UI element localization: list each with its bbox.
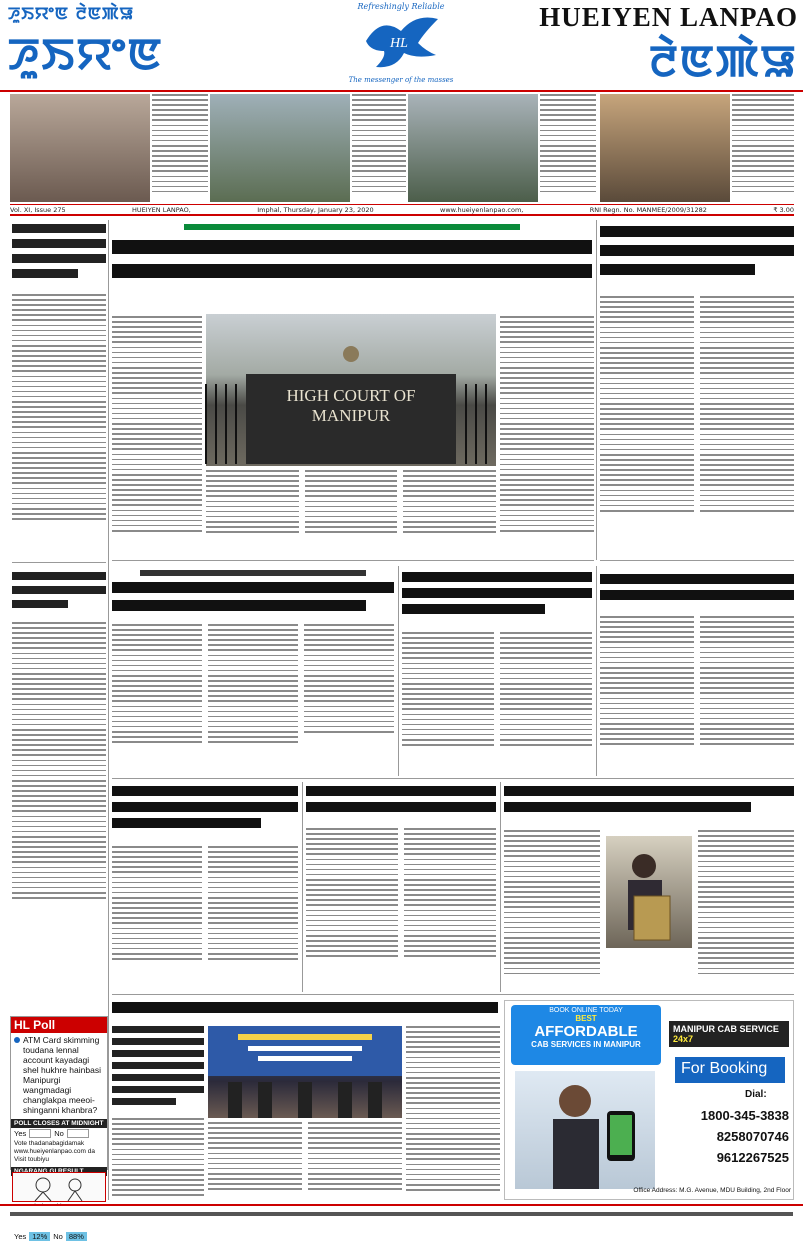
logo-tagline: Refreshingly Reliable [357, 2, 445, 11]
person-with-certificate-icon [606, 836, 692, 948]
cab-service-ad[interactable] [504, 1000, 794, 1200]
left-story-1-headline [12, 224, 106, 284]
masthead-logo [342, 2, 460, 88]
dove-icon [356, 11, 446, 73]
rni-number: RNI Regn. No. MANMEE/2009/31282 [589, 206, 707, 214]
ad-dial: Dial: [745, 1089, 767, 1100]
row3-story-2-body [306, 828, 496, 986]
left-story-2-body [12, 622, 106, 1002]
masthead-left [8, 2, 338, 92]
row3-divider-1 [302, 782, 303, 992]
masthead [0, 0, 803, 92]
ad-cab-services: CAB SERVICES IN MANIPUR [531, 1040, 641, 1049]
row3-story-3-headline [504, 786, 794, 818]
result-yes-label: Yes [14, 1232, 27, 1241]
award-photo [606, 836, 692, 948]
poll-results [11, 1231, 107, 1242]
result-yes-value: 12% [29, 1232, 50, 1241]
high-court-sign: HIGH COURT OF MANIPUR [286, 386, 416, 425]
poll-yes-label: Yes [14, 1129, 27, 1138]
strip-caption-4 [732, 94, 794, 202]
right-story-headline [600, 226, 794, 283]
ad-phone-1[interactable]: 1800-345-3838 [700, 1108, 789, 1123]
strip-caption-3 [540, 94, 596, 202]
row4-body-b [208, 1122, 402, 1200]
row4-sidehead [112, 1026, 204, 1110]
strip-photo-4 [600, 94, 730, 202]
divider-row3 [112, 994, 794, 995]
ad-phone-3[interactable]: 9612267525 [716, 1150, 789, 1165]
row2-story-1-headline [112, 570, 394, 618]
logo-subtagline: The messenger of the masses [348, 76, 454, 84]
row3-divider-2 [500, 782, 501, 992]
strip-photo-2 [210, 94, 350, 202]
divider-lead [112, 560, 594, 561]
poll-question: ATM Card skimming toudana lennal account kayadagi shel hukhre hainbasi Manipurgi wangmadagi changlakpa meeoi-shinganni khanbra? [11, 1033, 107, 1117]
cartoon-figure-icon [13, 1173, 105, 1201]
website[interactable]: www.hueiyenlanpao.com, [440, 206, 524, 214]
row2-divider-2 [596, 566, 597, 776]
ad-person-photo [515, 1071, 655, 1189]
lead-body-col4 [500, 316, 594, 552]
poll-options [11, 1128, 107, 1139]
row2-story-1-body [112, 624, 394, 770]
cartoon-box [12, 1172, 106, 1202]
poll-no-label: No [54, 1129, 64, 1138]
row2-story-3-headline [600, 574, 794, 606]
column-divider-right-top [596, 220, 597, 560]
lead-headline [112, 240, 592, 288]
poll-vote-text[interactable]: Vote thadanabagidamak www.hueiyenlanpao.com da Visit toubiyu [14, 1140, 95, 1163]
ad-phones[interactable] [665, 1105, 789, 1168]
ad-book-online: BOOK ONLINE TODAY [549, 1007, 623, 1014]
price: ₹ 3.00 [773, 206, 794, 214]
row3-story-1-body [112, 846, 298, 986]
stage-banner-icon [208, 1026, 402, 1118]
strip-photo-1 [10, 94, 150, 202]
issue-volume: Vol. XI, Issue 275 [10, 206, 66, 214]
ad-phone-2[interactable]: 8258070746 [716, 1129, 789, 1144]
publisher: HUEIYEN LANPAO, [132, 206, 191, 214]
strip-caption-2 [352, 94, 406, 202]
event-photo [208, 1026, 402, 1118]
column-divider-left [108, 220, 109, 1200]
masthead-native-small: ꯍꯨꯏꯌꯦꯟ ꯂꯥꯟꯄꯥꯎ [8, 4, 135, 24]
row2-story-2-headline [402, 572, 592, 620]
right-story-body [600, 296, 794, 552]
masthead-title-en: HUEIYEN LANPAO [539, 2, 798, 32]
ad-brand-name: MANIPUR CAB SERVICE [673, 1024, 779, 1034]
ad-brand-24: 24x7 [673, 1034, 694, 1044]
strip-caption-1 [152, 94, 208, 202]
poll-title: HL Poll [11, 1017, 107, 1033]
lead-kicker [112, 222, 592, 232]
poll-no-box[interactable] [67, 1129, 89, 1138]
ad-banner [511, 1005, 661, 1065]
strip-photo-3 [408, 94, 538, 202]
photo-strip [10, 94, 794, 202]
result-no-label: No [53, 1232, 63, 1241]
hl-poll [10, 1016, 108, 1241]
row3-story-3-body-b [698, 830, 794, 986]
ad-brand [669, 1021, 789, 1047]
high-court-photo [206, 314, 496, 466]
left-divider-1 [12, 562, 106, 563]
row4-headline [112, 1002, 498, 1019]
logo-text: HL [390, 36, 408, 51]
poll-yes-box[interactable] [29, 1129, 51, 1138]
row4-body-a [112, 1118, 204, 1200]
footer [0, 1204, 803, 1228]
row3-story-3-body-a [504, 830, 600, 986]
row2-divider-1 [398, 566, 399, 776]
masthead-native-big-left: ꯍꯨꯏꯌꯦꯟ [8, 29, 164, 80]
place-date: Imphal, Thursday, January 23, 2020 [257, 206, 374, 214]
ad-for-booking: For Booking [675, 1057, 785, 1083]
masthead-right [466, 2, 798, 92]
row2-story-2-body [402, 632, 592, 770]
left-story-1-body [12, 294, 106, 544]
divider-right-top [600, 560, 794, 561]
row2-story-3-body [600, 616, 794, 770]
ad-best: BEST [575, 1014, 597, 1023]
lead-body-under-photo [206, 470, 496, 552]
lead-body-col1 [112, 316, 202, 552]
row3-story-2-headline [306, 786, 496, 818]
row4-body-c [406, 1026, 500, 1200]
poll-closes-label: POLL CLOSES AT MIDNIGHT [11, 1119, 107, 1128]
info-bar [10, 204, 794, 216]
masthead-native-big-right: ꯂꯥꯟꯄꯥꯎ [649, 36, 798, 87]
ad-office: Office Address: M.G. Avenue, MDU Building, 2nd Floor [633, 1187, 791, 1194]
ad-affordable: AFFORDABLE [534, 1023, 638, 1040]
row3-story-1-headline [112, 786, 298, 834]
left-story-2-headline [12, 572, 106, 614]
person-with-phone-icon [515, 1071, 655, 1189]
result-no-value: 88% [66, 1232, 87, 1241]
divider-row2 [112, 778, 794, 779]
